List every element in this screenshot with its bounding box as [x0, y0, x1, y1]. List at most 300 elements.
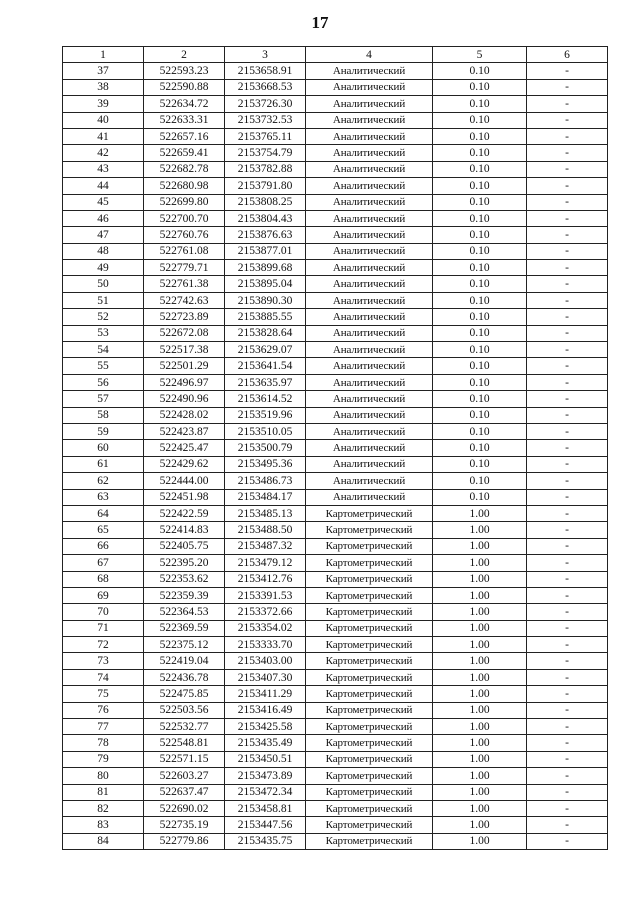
cell-method: Картометрический: [306, 768, 433, 784]
cell-y-coordinate: 2153614.52: [225, 391, 306, 407]
cell-point-number: 43: [63, 161, 144, 177]
cell-x-coordinate: 522699.80: [144, 194, 225, 210]
cell-method: Аналитический: [306, 407, 433, 423]
cell-x-coordinate: 522742.63: [144, 292, 225, 308]
cell-point-number: 69: [63, 587, 144, 603]
cell-method: Аналитический: [306, 161, 433, 177]
cell-y-coordinate: 2153479.12: [225, 555, 306, 571]
cell-point-number: 50: [63, 276, 144, 292]
coordinates-table: [62, 46, 608, 850]
cell-point-number: 73: [63, 653, 144, 669]
cell-x-coordinate: 522425.47: [144, 440, 225, 456]
cell-x-coordinate: 522395.20: [144, 555, 225, 571]
cell-description: -: [527, 178, 608, 194]
table-row: [63, 210, 608, 226]
cell-y-coordinate: 2153495.36: [225, 456, 306, 472]
cell-description: -: [527, 391, 608, 407]
cell-method: Картометрический: [306, 637, 433, 653]
cell-accuracy: 1.00: [433, 637, 527, 653]
table-row: [63, 243, 608, 259]
table-row: [63, 587, 608, 603]
cell-point-number: 76: [63, 702, 144, 718]
cell-y-coordinate: 2153668.53: [225, 79, 306, 95]
cell-description: -: [527, 800, 608, 816]
table-row: [63, 391, 608, 407]
cell-description: -: [527, 620, 608, 636]
cell-y-coordinate: 2153635.97: [225, 374, 306, 390]
cell-accuracy: 0.10: [433, 145, 527, 161]
cell-x-coordinate: 522700.70: [144, 210, 225, 226]
cell-x-coordinate: 522735.19: [144, 817, 225, 833]
cell-y-coordinate: 2153876.63: [225, 227, 306, 243]
table-row: [63, 505, 608, 521]
table-row: [63, 719, 608, 735]
cell-description: -: [527, 669, 608, 685]
table-row: [63, 63, 608, 79]
column-header-method: 4: [306, 47, 433, 63]
table-row: [63, 800, 608, 816]
cell-x-coordinate: 522637.47: [144, 784, 225, 800]
cell-description: -: [527, 374, 608, 390]
cell-accuracy: 0.10: [433, 243, 527, 259]
cell-y-coordinate: 2153500.79: [225, 440, 306, 456]
cell-x-coordinate: 522436.78: [144, 669, 225, 685]
cell-point-number: 54: [63, 342, 144, 358]
cell-accuracy: 1.00: [433, 571, 527, 587]
cell-point-number: 45: [63, 194, 144, 210]
cell-accuracy: 0.10: [433, 309, 527, 325]
table-row: [63, 260, 608, 276]
table-row: [63, 604, 608, 620]
cell-accuracy: 1.00: [433, 719, 527, 735]
cell-method: Аналитический: [306, 227, 433, 243]
cell-description: -: [527, 342, 608, 358]
cell-x-coordinate: 522501.29: [144, 358, 225, 374]
cell-x-coordinate: 522680.98: [144, 178, 225, 194]
cell-accuracy: 0.10: [433, 325, 527, 341]
cell-point-number: 61: [63, 456, 144, 472]
cell-x-coordinate: 522496.97: [144, 374, 225, 390]
cell-description: -: [527, 522, 608, 538]
cell-method: Аналитический: [306, 128, 433, 144]
cell-x-coordinate: 522532.77: [144, 719, 225, 735]
cell-method: Аналитический: [306, 210, 433, 226]
cell-point-number: 75: [63, 686, 144, 702]
cell-description: -: [527, 505, 608, 521]
cell-accuracy: 0.10: [433, 194, 527, 210]
cell-x-coordinate: 522414.83: [144, 522, 225, 538]
table-row: [63, 686, 608, 702]
cell-x-coordinate: 522429.62: [144, 456, 225, 472]
table-row: [63, 292, 608, 308]
cell-point-number: 57: [63, 391, 144, 407]
cell-accuracy: 0.10: [433, 292, 527, 308]
cell-point-number: 48: [63, 243, 144, 259]
cell-description: -: [527, 210, 608, 226]
cell-y-coordinate: 2153435.75: [225, 833, 306, 849]
table-row: [63, 456, 608, 472]
table-row: [63, 374, 608, 390]
column-header-y-coordinate: 3: [225, 47, 306, 63]
cell-accuracy: 0.10: [433, 473, 527, 489]
table-row: [63, 79, 608, 95]
table-row: [63, 407, 608, 423]
cell-method: Картометрический: [306, 702, 433, 718]
cell-accuracy: 1.00: [433, 751, 527, 767]
table-row: [63, 227, 608, 243]
cell-y-coordinate: 2153472.34: [225, 784, 306, 800]
cell-point-number: 82: [63, 800, 144, 816]
cell-method: Аналитический: [306, 473, 433, 489]
cell-y-coordinate: 2153641.54: [225, 358, 306, 374]
cell-description: -: [527, 604, 608, 620]
cell-description: -: [527, 407, 608, 423]
cell-description: -: [527, 784, 608, 800]
cell-y-coordinate: 2153403.00: [225, 653, 306, 669]
cell-point-number: 81: [63, 784, 144, 800]
cell-point-number: 51: [63, 292, 144, 308]
cell-accuracy: 1.00: [433, 555, 527, 571]
cell-accuracy: 0.10: [433, 342, 527, 358]
cell-method: Картометрический: [306, 604, 433, 620]
cell-x-coordinate: 522760.76: [144, 227, 225, 243]
cell-x-coordinate: 522682.78: [144, 161, 225, 177]
cell-x-coordinate: 522422.59: [144, 505, 225, 521]
cell-accuracy: 0.10: [433, 489, 527, 505]
cell-y-coordinate: 2153391.53: [225, 587, 306, 603]
cell-description: -: [527, 112, 608, 128]
table-row: [63, 669, 608, 685]
cell-y-coordinate: 2153487.32: [225, 538, 306, 554]
cell-accuracy: 0.10: [433, 210, 527, 226]
table-row: [63, 194, 608, 210]
cell-point-number: 37: [63, 63, 144, 79]
cell-method: Картометрический: [306, 817, 433, 833]
cell-description: -: [527, 833, 608, 849]
cell-accuracy: 1.00: [433, 620, 527, 636]
cell-y-coordinate: 2153754.79: [225, 145, 306, 161]
cell-point-number: 46: [63, 210, 144, 226]
cell-method: Картометрический: [306, 751, 433, 767]
cell-method: Аналитический: [306, 423, 433, 439]
cell-method: Картометрический: [306, 784, 433, 800]
cell-description: -: [527, 571, 608, 587]
cell-point-number: 40: [63, 112, 144, 128]
table-row: [63, 276, 608, 292]
table-row: [63, 555, 608, 571]
column-header-point-number: 1: [63, 47, 144, 63]
cell-point-number: 60: [63, 440, 144, 456]
cell-method: Картометрический: [306, 653, 433, 669]
table-header-row: [63, 47, 608, 63]
cell-x-coordinate: 522672.08: [144, 325, 225, 341]
cell-y-coordinate: 2153726.30: [225, 96, 306, 112]
cell-x-coordinate: 522779.86: [144, 833, 225, 849]
cell-point-number: 80: [63, 768, 144, 784]
cell-description: -: [527, 440, 608, 456]
cell-y-coordinate: 2153510.05: [225, 423, 306, 439]
cell-x-coordinate: 522353.62: [144, 571, 225, 587]
cell-method: Картометрический: [306, 555, 433, 571]
table-row: [63, 768, 608, 784]
cell-y-coordinate: 2153765.11: [225, 128, 306, 144]
cell-method: Картометрический: [306, 620, 433, 636]
cell-y-coordinate: 2153458.81: [225, 800, 306, 816]
cell-point-number: 63: [63, 489, 144, 505]
cell-accuracy: 1.00: [433, 833, 527, 849]
cell-description: -: [527, 227, 608, 243]
table-body: [63, 63, 608, 850]
cell-y-coordinate: 2153629.07: [225, 342, 306, 358]
cell-y-coordinate: 2153877.01: [225, 243, 306, 259]
cell-accuracy: 1.00: [433, 686, 527, 702]
cell-method: Аналитический: [306, 456, 433, 472]
cell-description: -: [527, 817, 608, 833]
cell-y-coordinate: 2153658.91: [225, 63, 306, 79]
cell-accuracy: 0.10: [433, 178, 527, 194]
cell-y-coordinate: 2153808.25: [225, 194, 306, 210]
cell-accuracy: 1.00: [433, 604, 527, 620]
cell-point-number: 72: [63, 637, 144, 653]
cell-method: Аналитический: [306, 96, 433, 112]
cell-point-number: 42: [63, 145, 144, 161]
cell-point-number: 78: [63, 735, 144, 751]
cell-method: Аналитический: [306, 440, 433, 456]
cell-description: -: [527, 161, 608, 177]
cell-accuracy: 0.10: [433, 161, 527, 177]
cell-accuracy: 0.10: [433, 260, 527, 276]
cell-description: -: [527, 489, 608, 505]
cell-description: -: [527, 653, 608, 669]
cell-accuracy: 1.00: [433, 817, 527, 833]
cell-method: Аналитический: [306, 342, 433, 358]
cell-accuracy: 1.00: [433, 800, 527, 816]
cell-accuracy: 1.00: [433, 702, 527, 718]
cell-x-coordinate: 522369.59: [144, 620, 225, 636]
cell-description: -: [527, 735, 608, 751]
cell-y-coordinate: 2153372.66: [225, 604, 306, 620]
cell-accuracy: 0.10: [433, 112, 527, 128]
column-header-accuracy: 5: [433, 47, 527, 63]
cell-method: Аналитический: [306, 358, 433, 374]
cell-y-coordinate: 2153435.49: [225, 735, 306, 751]
cell-x-coordinate: 522475.85: [144, 686, 225, 702]
cell-description: -: [527, 145, 608, 161]
cell-description: -: [527, 587, 608, 603]
cell-description: -: [527, 702, 608, 718]
cell-x-coordinate: 522503.56: [144, 702, 225, 718]
cell-method: Аналитический: [306, 79, 433, 95]
cell-point-number: 56: [63, 374, 144, 390]
cell-x-coordinate: 522419.04: [144, 653, 225, 669]
cell-x-coordinate: 522590.88: [144, 79, 225, 95]
cell-accuracy: 0.10: [433, 391, 527, 407]
cell-y-coordinate: 2153782.88: [225, 161, 306, 177]
cell-description: -: [527, 473, 608, 489]
cell-x-coordinate: 522517.38: [144, 342, 225, 358]
cell-method: Аналитический: [306, 260, 433, 276]
table-row: [63, 112, 608, 128]
cell-y-coordinate: 2153416.49: [225, 702, 306, 718]
table-row: [63, 161, 608, 177]
cell-method: Картометрический: [306, 735, 433, 751]
cell-y-coordinate: 2153791.80: [225, 178, 306, 194]
cell-x-coordinate: 522761.38: [144, 276, 225, 292]
cell-description: -: [527, 751, 608, 767]
cell-y-coordinate: 2153411.29: [225, 686, 306, 702]
table-row: [63, 784, 608, 800]
cell-point-number: 79: [63, 751, 144, 767]
cell-method: Аналитический: [306, 489, 433, 505]
table-row: [63, 423, 608, 439]
cell-y-coordinate: 2153486.73: [225, 473, 306, 489]
cell-x-coordinate: 522451.98: [144, 489, 225, 505]
cell-x-coordinate: 522603.27: [144, 768, 225, 784]
cell-description: -: [527, 423, 608, 439]
cell-description: -: [527, 637, 608, 653]
table-row: [63, 325, 608, 341]
cell-point-number: 58: [63, 407, 144, 423]
table-row: [63, 178, 608, 194]
cell-method: Картометрический: [306, 587, 433, 603]
cell-y-coordinate: 2153899.68: [225, 260, 306, 276]
cell-x-coordinate: 522723.89: [144, 309, 225, 325]
cell-accuracy: 0.10: [433, 440, 527, 456]
table-row: [63, 571, 608, 587]
cell-description: -: [527, 260, 608, 276]
table-row: [63, 473, 608, 489]
cell-accuracy: 1.00: [433, 587, 527, 603]
cell-point-number: 83: [63, 817, 144, 833]
cell-method: Картометрический: [306, 833, 433, 849]
cell-description: -: [527, 79, 608, 95]
cell-accuracy: 1.00: [433, 735, 527, 751]
cell-point-number: 84: [63, 833, 144, 849]
cell-accuracy: 0.10: [433, 276, 527, 292]
cell-accuracy: 0.10: [433, 227, 527, 243]
table-row: [63, 637, 608, 653]
cell-x-coordinate: 522571.15: [144, 751, 225, 767]
table-row: [63, 817, 608, 833]
page-number: 17: [311, 13, 329, 32]
cell-description: -: [527, 555, 608, 571]
cell-x-coordinate: 522659.41: [144, 145, 225, 161]
table-row: [63, 309, 608, 325]
cell-description: -: [527, 309, 608, 325]
cell-method: Картометрический: [306, 800, 433, 816]
cell-y-coordinate: 2153485.13: [225, 505, 306, 521]
cell-y-coordinate: 2153488.50: [225, 522, 306, 538]
cell-y-coordinate: 2153519.96: [225, 407, 306, 423]
cell-method: Аналитический: [306, 112, 433, 128]
cell-y-coordinate: 2153828.64: [225, 325, 306, 341]
cell-x-coordinate: 522444.00: [144, 473, 225, 489]
cell-description: -: [527, 325, 608, 341]
table-row: [63, 538, 608, 554]
cell-x-coordinate: 522690.02: [144, 800, 225, 816]
cell-accuracy: 1.00: [433, 784, 527, 800]
cell-y-coordinate: 2153895.04: [225, 276, 306, 292]
cell-point-number: 67: [63, 555, 144, 571]
table-row: [63, 342, 608, 358]
cell-point-number: 71: [63, 620, 144, 636]
cell-description: -: [527, 538, 608, 554]
cell-point-number: 41: [63, 128, 144, 144]
cell-x-coordinate: 522423.87: [144, 423, 225, 439]
cell-y-coordinate: 2153804.43: [225, 210, 306, 226]
table-row: [63, 522, 608, 538]
cell-accuracy: 0.10: [433, 79, 527, 95]
cell-point-number: 65: [63, 522, 144, 538]
cell-x-coordinate: 522633.31: [144, 112, 225, 128]
cell-method: Аналитический: [306, 145, 433, 161]
cell-accuracy: 0.10: [433, 63, 527, 79]
cell-accuracy: 1.00: [433, 505, 527, 521]
cell-y-coordinate: 2153732.53: [225, 112, 306, 128]
cell-y-coordinate: 2153407.30: [225, 669, 306, 685]
cell-y-coordinate: 2153473.89: [225, 768, 306, 784]
cell-y-coordinate: 2153890.30: [225, 292, 306, 308]
cell-x-coordinate: 522593.23: [144, 63, 225, 79]
table-row: [63, 145, 608, 161]
cell-method: Аналитический: [306, 243, 433, 259]
cell-x-coordinate: 522634.72: [144, 96, 225, 112]
cell-description: -: [527, 686, 608, 702]
cell-y-coordinate: 2153885.55: [225, 309, 306, 325]
table-row: [63, 128, 608, 144]
cell-accuracy: 0.10: [433, 96, 527, 112]
cell-point-number: 62: [63, 473, 144, 489]
cell-accuracy: 0.10: [433, 456, 527, 472]
cell-accuracy: 1.00: [433, 653, 527, 669]
cell-description: -: [527, 292, 608, 308]
cell-accuracy: 1.00: [433, 669, 527, 685]
cell-method: Аналитический: [306, 276, 433, 292]
cell-method: Аналитический: [306, 194, 433, 210]
cell-x-coordinate: 522405.75: [144, 538, 225, 554]
table-row: [63, 735, 608, 751]
cell-method: Картометрический: [306, 719, 433, 735]
table-row: [63, 702, 608, 718]
cell-method: Картометрический: [306, 686, 433, 702]
cell-x-coordinate: 522761.08: [144, 243, 225, 259]
cell-description: -: [527, 358, 608, 374]
cell-description: -: [527, 719, 608, 735]
cell-point-number: 47: [63, 227, 144, 243]
cell-description: -: [527, 243, 608, 259]
table-row: [63, 751, 608, 767]
table-row: [63, 489, 608, 505]
cell-point-number: 55: [63, 358, 144, 374]
cell-x-coordinate: 522490.96: [144, 391, 225, 407]
cell-method: Аналитический: [306, 63, 433, 79]
table-row: [63, 96, 608, 112]
cell-description: -: [527, 194, 608, 210]
cell-accuracy: 0.10: [433, 423, 527, 439]
cell-description: -: [527, 276, 608, 292]
cell-point-number: 59: [63, 423, 144, 439]
cell-accuracy: 0.10: [433, 374, 527, 390]
cell-accuracy: 0.10: [433, 128, 527, 144]
cell-accuracy: 1.00: [433, 522, 527, 538]
cell-point-number: 66: [63, 538, 144, 554]
cell-accuracy: 0.10: [433, 407, 527, 423]
cell-description: -: [527, 456, 608, 472]
cell-y-coordinate: 2153333.70: [225, 637, 306, 653]
cell-x-coordinate: 522548.81: [144, 735, 225, 751]
table-row: [63, 440, 608, 456]
cell-point-number: 49: [63, 260, 144, 276]
